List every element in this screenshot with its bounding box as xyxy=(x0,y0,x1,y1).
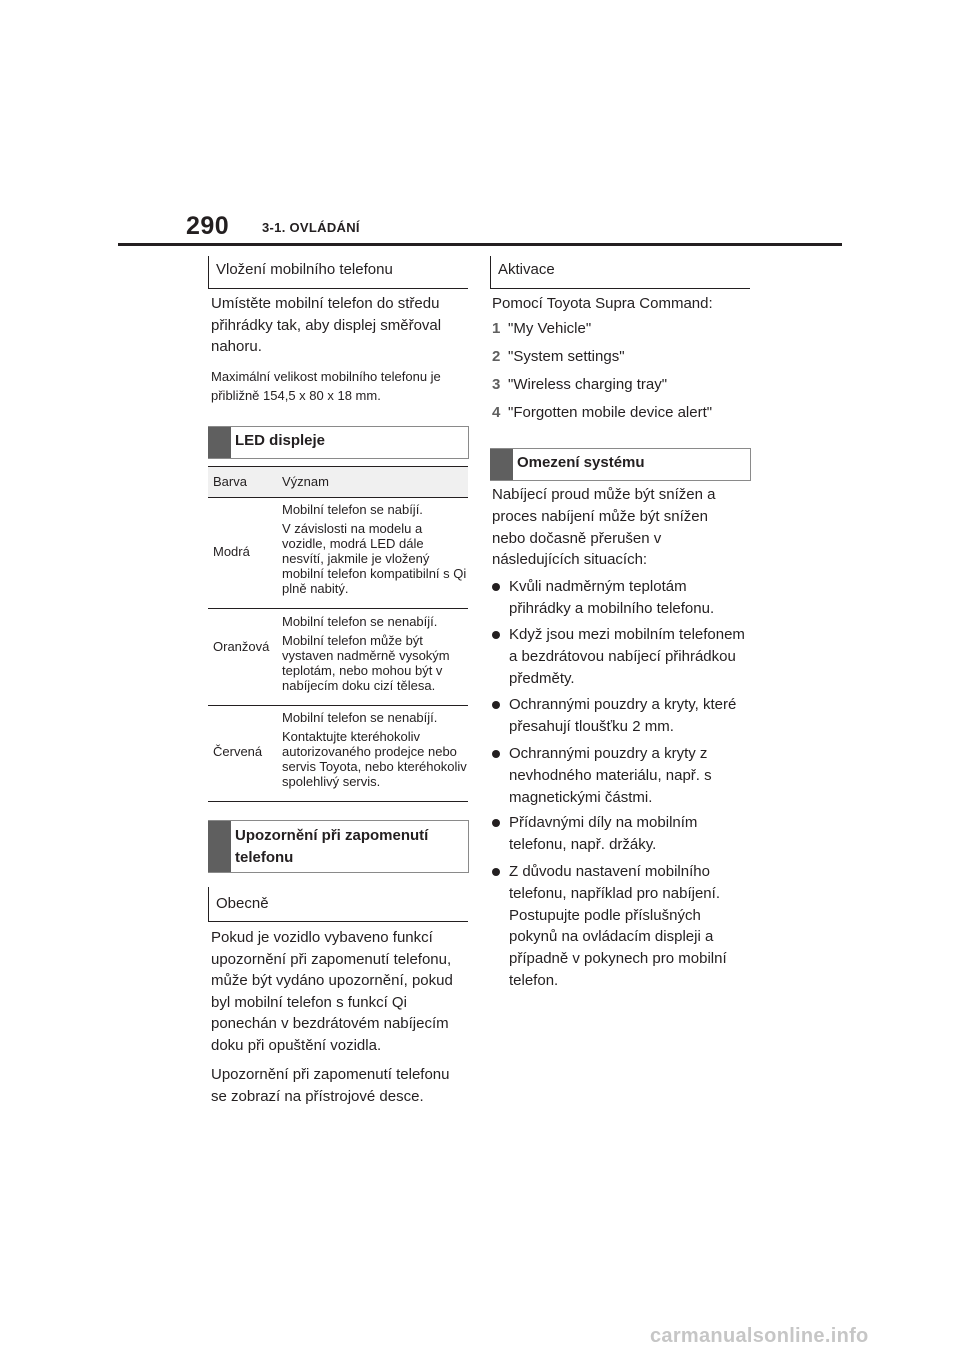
insert-text: Umístěte mobilní telefon do středu přihrádky tak, aby displej směřoval nahoru. xyxy=(211,295,442,355)
heading-forgotten-phone-alert: Upozornění při zapomenutí telefonu xyxy=(208,820,469,873)
col-color-header: Barva xyxy=(213,474,247,489)
general-text-2: Upozornění při zapomenutí telefonu se zobrazí na přístrojové desce. xyxy=(211,1066,450,1105)
table-bottom-rule xyxy=(208,801,468,802)
step-item: 4 "Forgotten mobile device alert" xyxy=(492,404,713,421)
insert-note: Maximální velikost mobilního telefonu je přibližně 154,5 x 80 x 18 mm. xyxy=(211,369,441,403)
table-divider xyxy=(208,705,468,706)
step-item: 2 "System settings" xyxy=(492,348,625,365)
bullet-icon xyxy=(492,701,500,709)
limit-bullet: Kvůli nadměrným teplotám přihrádky a mobilního telefonu. xyxy=(492,576,746,620)
led-table-header xyxy=(208,466,468,498)
activation-intro: Pomocí Toyota Supra Command: xyxy=(492,295,713,312)
col-meaning-header: Význam xyxy=(282,474,329,489)
header-rule xyxy=(118,243,842,246)
limit-bullet: Přídavnými díly na mobilním telefonu, např. držáky. xyxy=(492,812,746,856)
subheading-general: Obecně xyxy=(208,887,468,922)
led-color-blue: Modrá xyxy=(213,544,250,559)
limit-bullet: Ochrannými pouzdry a kryty z nevhodného materiálu, např. s magnetickými částmi. xyxy=(492,743,746,808)
watermark: carmanualsonline.info xyxy=(650,1325,869,1347)
page-number: 290 xyxy=(186,212,230,240)
heading-system-limits: Omezení systému xyxy=(490,448,751,481)
activation-steps xyxy=(492,315,750,427)
general-text-1: Pokud je vozidlo vybaveno funkcí upozornění při zapomenutí telefonu, může být vydáno upozornění, pokud byl mobilní telefon s funkcí Qi ponechán v bezdrátovém nabíjecím doku při opuštění vozidla. xyxy=(211,929,453,1054)
table-divider xyxy=(208,608,468,609)
bullet-icon xyxy=(492,750,500,758)
bullet-icon xyxy=(492,819,500,827)
limit-bullet: Ochrannými pouzdry a kryty, které přesahují tloušťku 2 mm. xyxy=(492,694,746,738)
chapter-title: 3-1. OVLÁDÁNÍ xyxy=(262,220,360,235)
step-item: 3 "Wireless charging tray" xyxy=(492,376,668,393)
led-color-red: Červená xyxy=(213,744,263,759)
led-meaning-red: Mobilní telefon se nenabíjí. Kontaktujte kteréhokoliv autorizovaného prodejce nebo servis Toyota, nebo kteréhokoliv spolehlivý servis. xyxy=(282,710,467,789)
step-item: 1 "My Vehicle" xyxy=(492,320,592,337)
bullet-icon xyxy=(492,868,500,876)
bullet-icon xyxy=(492,583,500,591)
led-meaning-orange: Mobilní telefon se nenabíjí. Mobilní telefon může být vystaven nadměrně vysokým teplotám, nebo mohou být v nabíjecím doku cizí tělesa. xyxy=(282,614,450,693)
led-meaning-blue: Mobilní telefon se nabíjí. V závislosti na modelu a vozidle, modrá LED dále nesvítí, jakmile je vložený mobilní telefon kompatibilní s Qi plně nabitý. xyxy=(282,502,467,596)
subheading-insert-phone: Vložení mobilního telefonu xyxy=(208,256,468,289)
subheading-activation: Aktivace xyxy=(490,256,750,289)
bullet-icon xyxy=(492,631,500,639)
limits-intro: Nabíjecí proud může být snížen a proces nabíjení může být snížen nebo dočasně přerušen v následujících situacích: xyxy=(492,486,716,569)
led-color-orange: Oranžová xyxy=(213,639,270,654)
heading-led-display: LED displeje xyxy=(208,426,469,459)
limit-bullet: Když jsou mezi mobilním telefonem a bezdrátovou nabíjecí přihrádkou předměty. xyxy=(492,624,746,689)
limit-bullet: Z důvodu nastavení mobilního telefonu, například pro nabíjení. Postupujte podle příslušných pokynů na ovládacím displeji a případně v pokynech pro mobilní telefon. xyxy=(492,861,746,992)
